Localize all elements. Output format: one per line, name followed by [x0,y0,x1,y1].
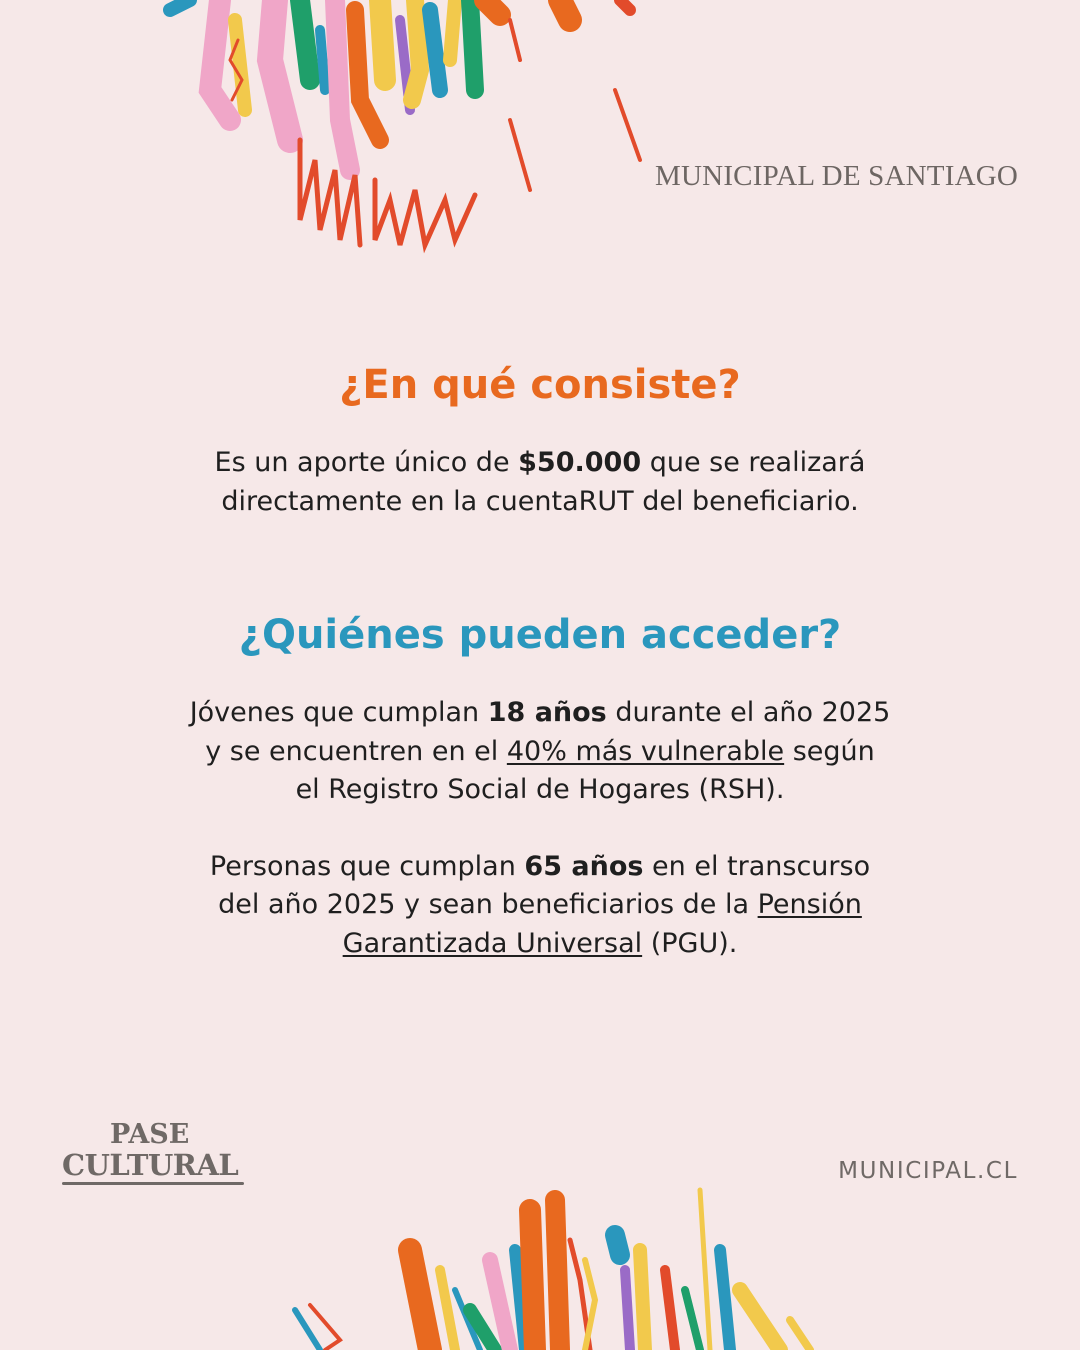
eligibility-seniors-paragraph [0,848,1080,964]
text-span: del año 2025 y sean beneficiarios de la [218,889,758,920]
pase-cultural-logo [62,1120,252,1185]
pgu-link-part1[interactable]: Pensión [757,889,862,920]
logo-underline [62,1182,244,1185]
text-span: (PGU). [642,927,738,959]
eligibility-youth-paragraph [0,694,1080,810]
decorative-scribbles-top [150,0,670,260]
age-highlight: 18 años [487,697,607,728]
logo-line-1: PASE [110,1119,190,1150]
text-span: Personas que cumplan [209,850,525,882]
text-span: según [784,735,875,767]
section-what-is-it [0,362,1080,521]
amount-highlight: $50.000 [518,447,642,478]
pgu-link-part2[interactable]: Garantizada Universal [342,927,643,959]
text-span: durante el año 2025 [606,697,891,728]
vulnerable-link[interactable]: 40% más vulnerable [506,735,785,767]
heading-quienes-pueden-acceder: ¿Quiénes pueden acceder? [238,612,842,658]
text-span: que se realizará [641,447,866,478]
heading-en-que-consiste: ¿En qué consiste? [339,362,741,408]
age-highlight: 65 años [524,850,644,882]
section-who-can-access [0,612,1080,963]
decorative-scribbles-bottom [280,1180,840,1350]
website-url: MUNICIPAL.CL [838,1158,1018,1184]
text-span: y se encuentren en el [205,735,507,767]
text-span: Jóvenes que cumplan [189,697,488,728]
text-span: Es un aporte único de [214,447,519,478]
text-span: en el transcurso [643,850,871,882]
brand-name-top: MUNICIPAL DE SANTIAGO [655,160,1018,192]
text-span: el Registro Social de Hogares (RSH). [295,774,785,805]
logo-line-2: CULTURAL [62,1148,239,1182]
text-span: directamente en la cuentaRUT del beneficiario. [221,485,859,517]
description-paragraph [0,444,1080,521]
